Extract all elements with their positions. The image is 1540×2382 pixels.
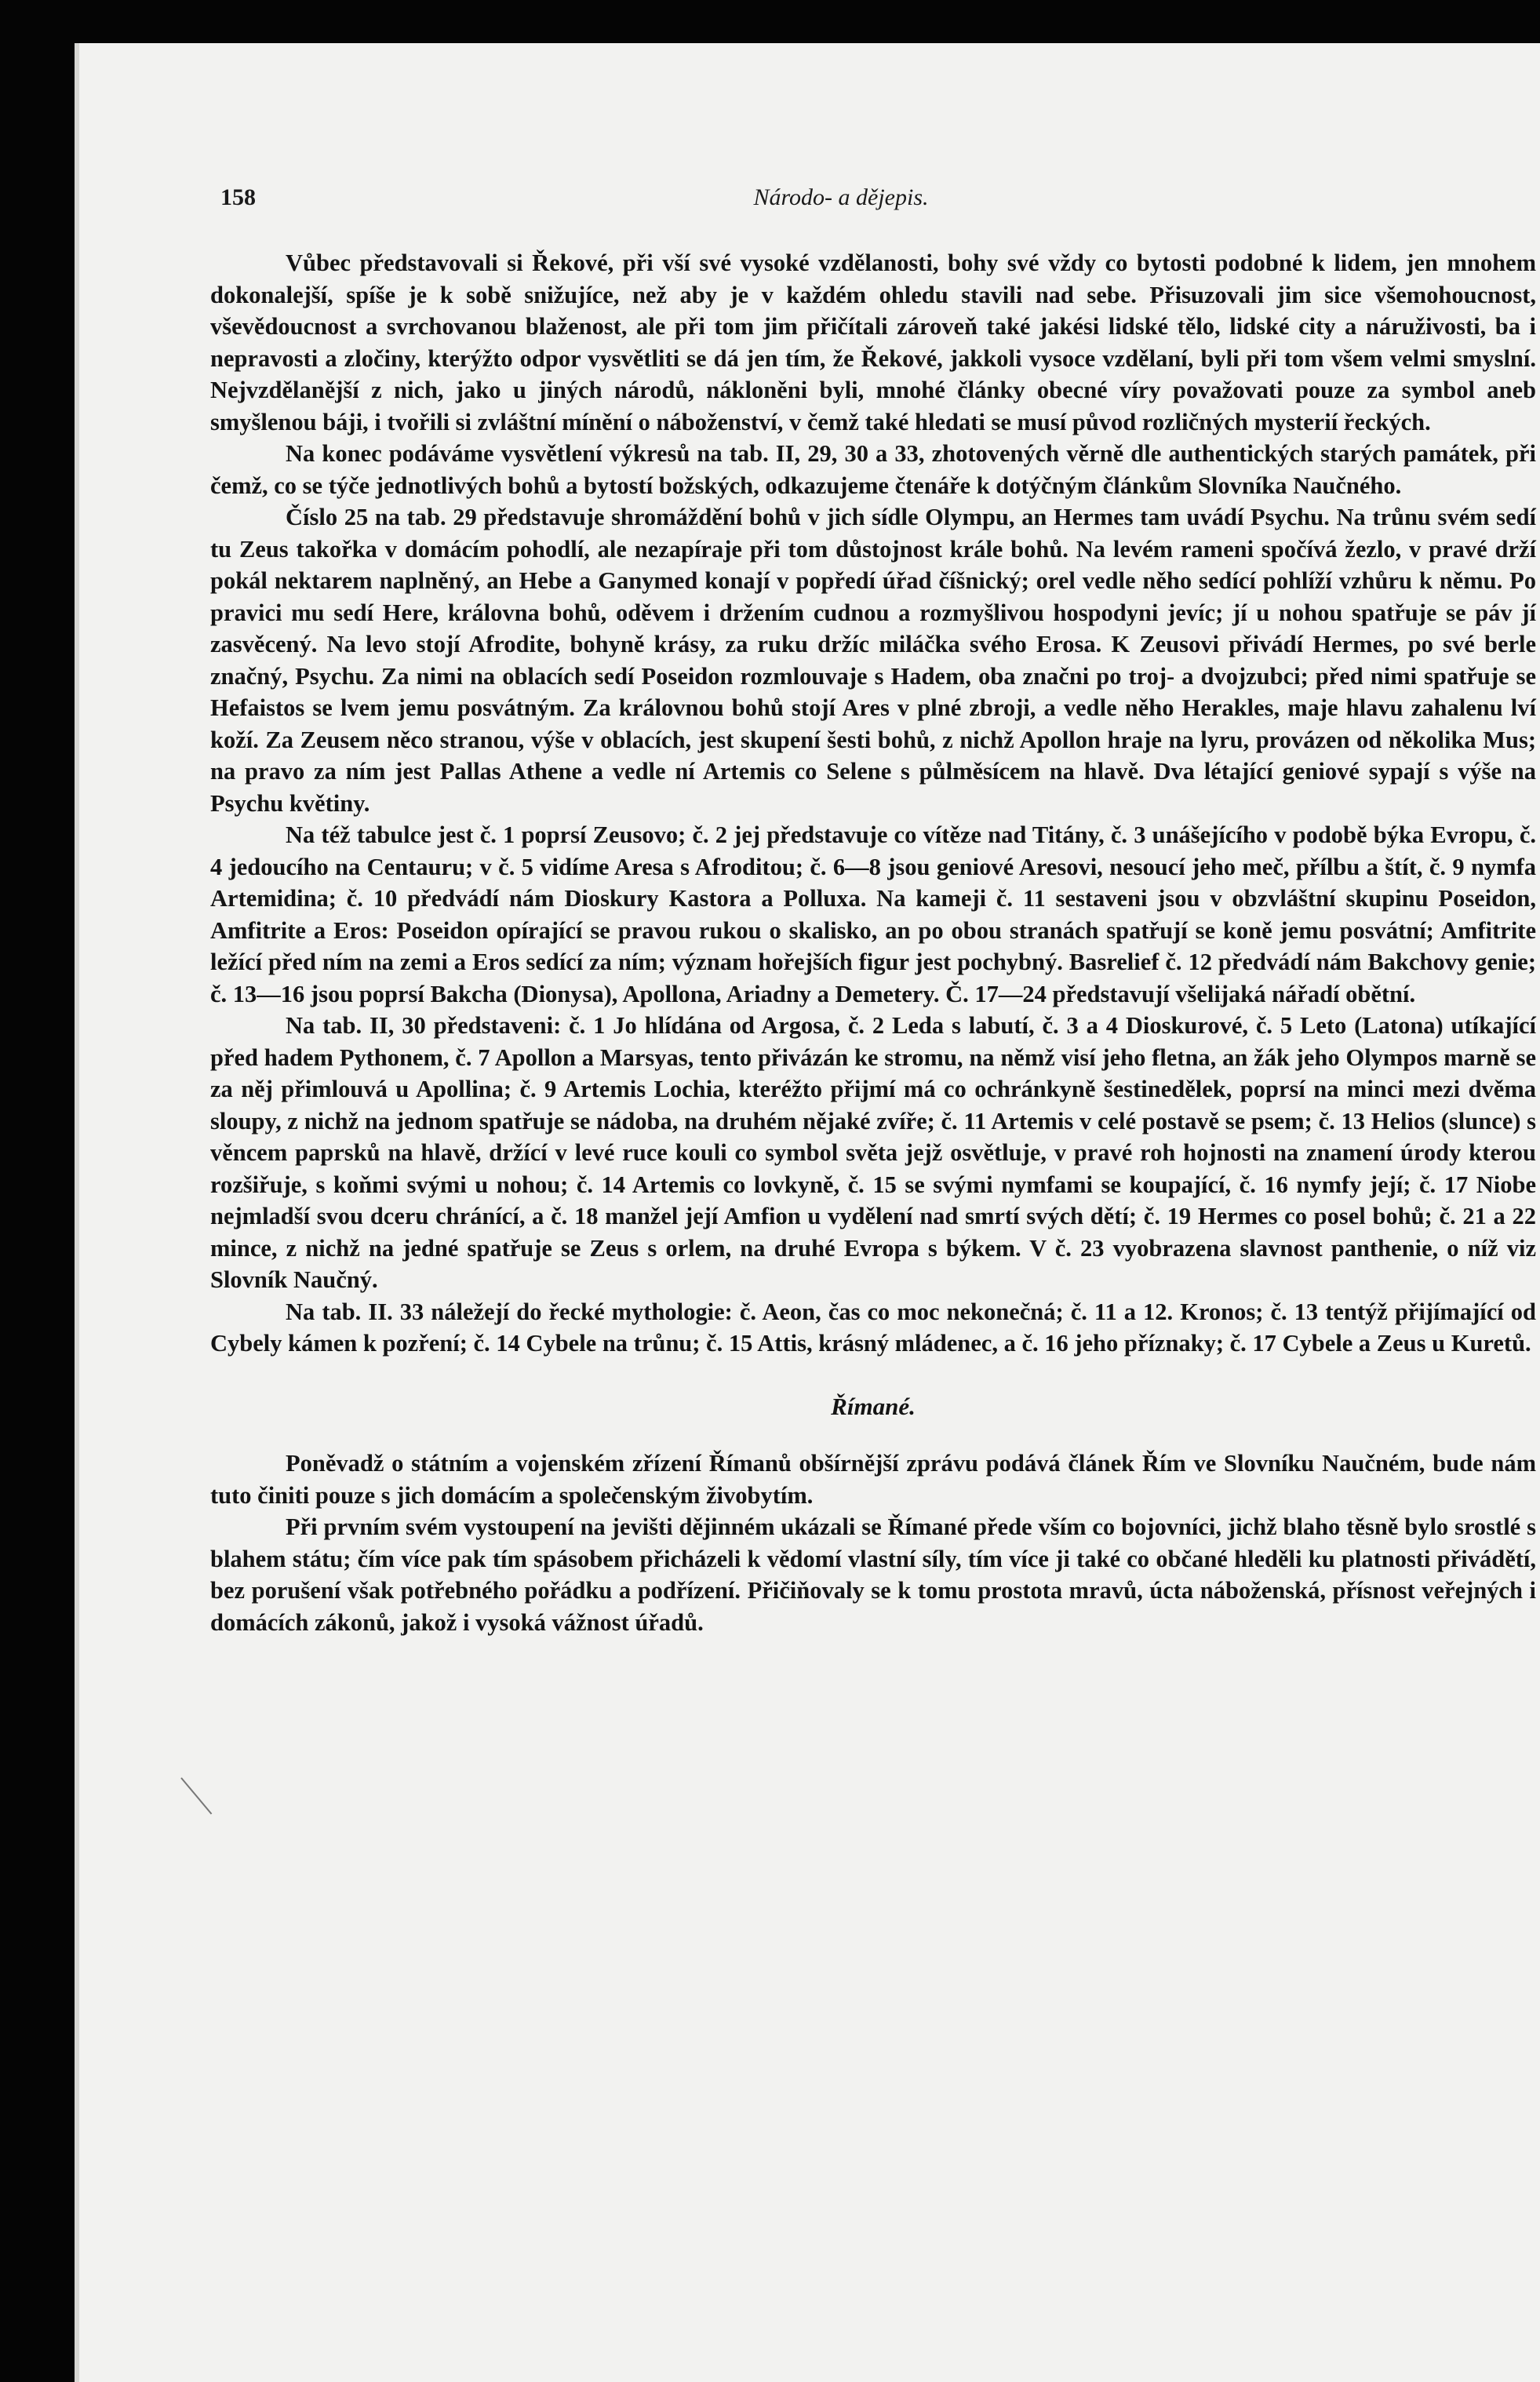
paragraph: Poněvadž o státním a vojenském zřízení Římanů obšírnější zprávu podává článek Řím ve Slovníku Naučném, bude nám tuto činiti pouze s jich domácím a společenským živobytím. xyxy=(210,1450,1536,1509)
pencil-mark xyxy=(180,1777,212,1814)
paragraph: Na též tabulce jest č. 1 poprsí Zeusovo; č. 2 jej představuje co vítěze nad Titány, č. 3 unášejícího v podobě býka Evropu, č. 4 jedoucího na Centauru; v č. 5 vidíme Aresa s Afroditou; č. 6—8 jsou geniové Aresovi, nesoucí jeho meč, přílbu a štít, č. 9 nymfa Artemidina; č. 10 předvádí nám Dioskury Kastora a Polluxa. Na kameji č. 11 sestaveni jsou v obzvláštní skupinu Poseidon, Amfitrite a Eros: Poseidon opírající se pravou rukou o skalisko, an po obou stranách spatřují se koně jemu posvátní; Amfitrite ležící před ním na zemi a Eros sedící za ním; význam hořejších figur jest pochybný. Basrelief č. 12 předvádí nám Bakchovy genie; č. 13—16 jsou poprsí Bakcha (Dionysa), Apollona, Ariadny a Demetery. Č. 17—24 představují všelijaká nářadí obětní. xyxy=(210,821,1536,1007)
paragraph: Vůbec představovali si Řekové, při vší své vysoké vzdělanosti, bohy své vždy co bytosti podobné k lidem, jen mnohem dokonalejší, spíše je k sobě snižujíce, než aby je v každém ohledu stavili nad sebe. Přisuzovali jim sice všemohoucnost, vševědoucnost a svrchovanou blaženost, ale při tom jim přičítali zároveň také jakési lidské tělo, lidské city a náruživosti, ba i nepravosti a zločiny, kterýžto odpor vysvětliti se dá jen tím, že Řekové, jakkoli vysoce vzdělaní, byli při tom všem velmi smyslní. Nejvzdělanější z nich, jako u jiných národů, nákloněni byli, mnohé články obecné víry považovati pouze za symbol aneb smyšlenou báji, i tvořili si zvláštní mínění o náboženství, v čemž také hledati se musí původ rozličných mysterií řeckých. xyxy=(210,249,1536,435)
book-page xyxy=(75,43,1540,2382)
running-title: Národo- a dějepis. xyxy=(753,184,929,210)
page-header xyxy=(220,184,1462,224)
paragraph: Na konec podáváme vysvětlení výkresů na tab. II, 29, 30 a 33, zhotovených věrně dle authentických starých památek, při čemž, co se týče jednotlivých bohů a bytostí božských, odkazujeme čtenáře k dotýčným článkům Slovníka Naučného. xyxy=(210,440,1536,499)
paragraph: Na tab. II, 30 představeni: č. 1 Jo hlídána od Argosa, č. 2 Leda s labutí, č. 3 a 4 Dioskurové, č. 5 Leto (Latona) utíkající před hadem Pythonem, č. 7 Apollon a Marsyas, tento přivázán ke stromu, na němž visí jeho fletna, an žák jeho Olympos marně se za něj přimlouvá u Apollina; č. 9 Artemis Lochia, kteréžto přijmí má co ochránkyně šestinedělek, poprsí na minci mezi dvěma sloupy, z nichž na jednom spatřuje se nádoba, na druhém nějaké zvíře; č. 11 Artemis v celé postavě se psem; č. 13 Helios (slunce) s věncem paprsků na hlavě, držící v levé ruce kouli co symbol světa jejž osvětluje, v pravé roh hojnosti na znamení úrody kterou rozšiřuje, s koňmi svými u nohou; č. 14 Artemis co lovkyně, č. 15 se svými nymfami se koupající, č. 16 nymfy její; č. 17 Niobe nejmladší svou dceru chránící, a č. 18 manžel její Amfion u vydělení nad smrtí svých dětí; č. 19 Hermes co posel bohů; č. 21 a 22 mince, z nichž na jedné spatřuje se Zeus s orlem, na druhé Evropa s býkem. V č. 23 vyobrazena slavnost panthenie, o níž viz Slovník Naučný. xyxy=(210,1012,1536,1293)
section-title: Římané. xyxy=(831,1392,916,1420)
paragraph: Číslo 25 na tab. 29 představuje shromáždění bohů v jich sídle Olympu, an Hermes tam uvádí Psychu. Na trůnu svém sedí tu Zeus takořka v domácím pohodlí, ale nezapíraje při tom důstojnost krále bohů. Na levém rameni spočívá žezlo, v pravé drží pokál nektarem naplněný, an Hebe a Ganymed konají v popředí úřad číšnický; orel vedle něho sedící pohlíží vzhůru k němu. Po pravici mu sedí Here, královna bohů, oděvem i držením cudnou a rozmyšlivou hospodyni jevíc; jí u nohou spatřuje se páv jí zasvěcený. Na levo stojí Afrodite, bohyně krásy, za ruku držíc miláčka svého Erosa. K Zeusovi přivádí Hermes, po své berle značný, Psychu. Za nimi na oblacích sedí Poseidon rozmlouvaje s Hadem, oba značni po troj- a dvojzubci; před nimi spatřuje se Hefaistos se lvem jemu posvátným. Za královnou bohů stojí Ares v plné zbroji, a vedle něho Herakles, maje hlavu zahalenu lví koží. Za Zeusem něco stranou, výše v oblacích, jest skupení šesti bohů, z nichž Apollon hraje na lyru, provázen od několika Mus; na pravo za ním jest Pallas Athene a vedle ní Artemis co Selene s půlměsícem na hlavě. Dva létající geniové sypají s výše na Psychu květiny. xyxy=(210,504,1536,817)
paragraph: Na tab. II. 33 náležejí do řecké mythologie: č. Aeon, čas co moc nekonečná; č. 11 a 12. Kronos; č. 13 tentýž přijímající od Cybely kámen k pozření; č. 14 Cybele na trůnu; č. 15 Attis, krásný mládenec, a č. 16 jeho příznaky; č. 17 Cybele a Zeus u Kuretů. xyxy=(210,1298,1536,1357)
body-text xyxy=(210,247,1536,1638)
page-number: 158 xyxy=(220,184,256,210)
paragraph: Při prvním svém vystoupení na jevišti dějinném ukázali se Římané přede vším co bojovníci, jichž blaho těsně bylo srostlé s blahem státu; čím více pak tím spásobem přicházeli k vědomí vlastní síly, tím více ji také co občané hleděli ku platnosti přivádětí, bez porušení však potřebného pořádku a podřízení. Přičiňovaly se k tomu prostota mravů, úcta náboženská, přísnost veřejných i domácích zákonů, jakož i vysoká vážnost úřadů. xyxy=(210,1513,1536,1636)
